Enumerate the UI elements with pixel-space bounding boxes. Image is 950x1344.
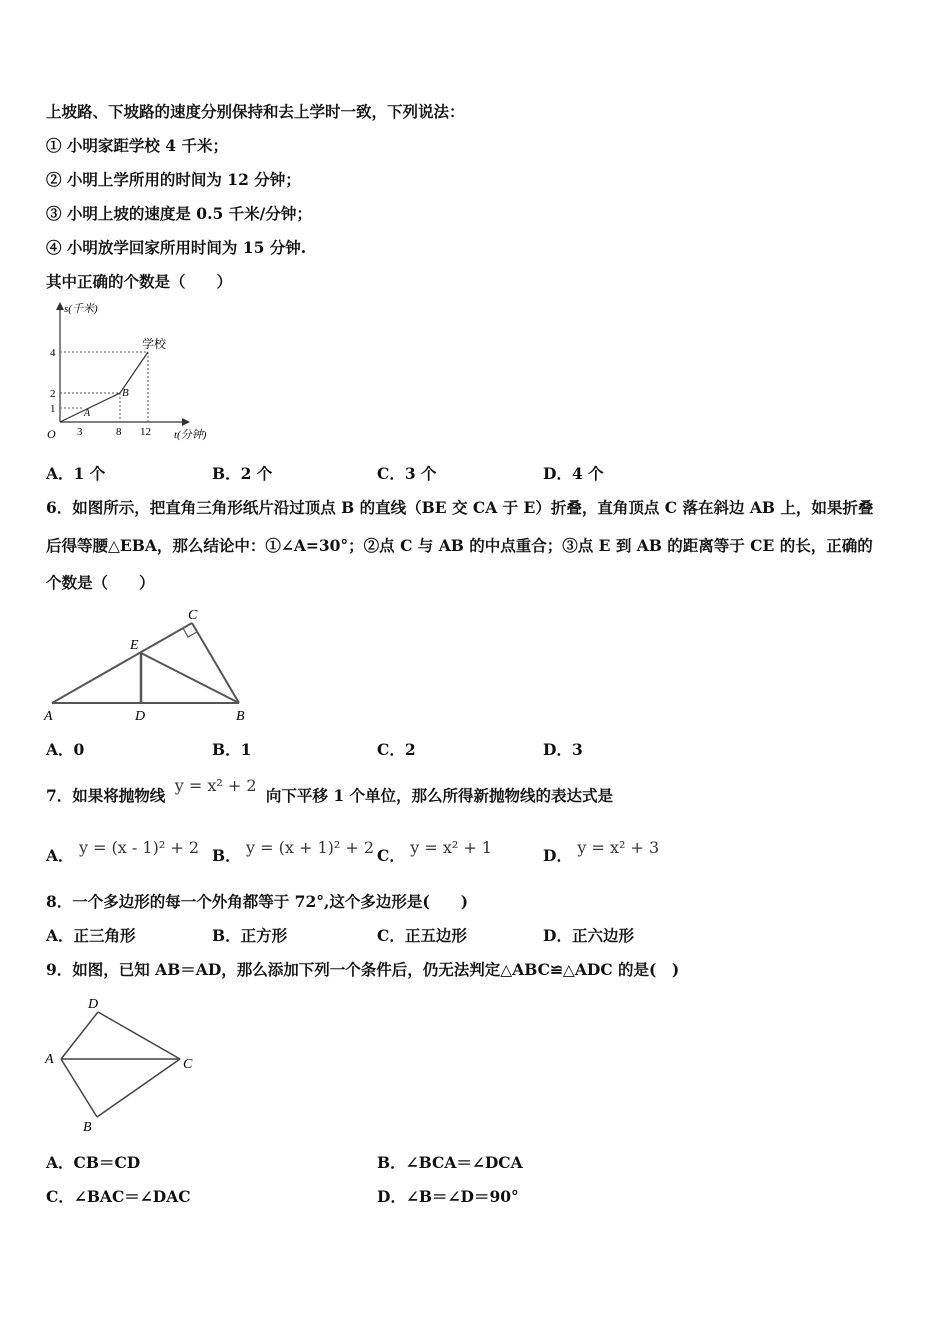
label-c: C [188, 608, 198, 623]
q8-option-d[interactable]: D．正六边形 [543, 926, 634, 945]
y-tick-2: 2 [50, 388, 56, 400]
q7-option-c-expr: y = x² + 1 [410, 838, 493, 857]
q6-option-a[interactable]: A．0 [46, 740, 85, 759]
q6-option-d[interactable]: D．3 [543, 740, 583, 759]
q7-option-d-label: D． [543, 846, 572, 865]
q7-option-d-expr: y = x² + 3 [577, 838, 660, 857]
origin-label: O [47, 427, 56, 441]
y-axis-arrow-icon [56, 302, 64, 310]
q6-option-c[interactable]: C．2 [377, 740, 416, 759]
segment-ab [61, 1059, 97, 1117]
q7-prefix: 7．如果将抛物线 [46, 786, 166, 805]
label-a: A [45, 1052, 54, 1067]
x-axis-label: t(分钟) [174, 429, 207, 441]
distance-line [60, 352, 148, 422]
q7-option-a-expr: y = (x - 1)² + 2 [78, 838, 199, 857]
q5-statement-2: ② 小明上学所用的时间为 12 分钟； [46, 170, 301, 189]
label-e: E [130, 638, 139, 653]
label-b: B [83, 1120, 92, 1135]
q6-line-2: 后得等腰△EBA，那么结论中：①∠A=30°；②点 C 与 AB 的中点重合；③点 E 到 AB 的距离等于 CE 的长，正确的 [46, 536, 873, 555]
point-a-label: A [84, 408, 91, 419]
q5-option-a[interactable]: A．1 个 [46, 464, 106, 483]
q7-option-b-expr: y = (x + 1)² + 2 [246, 838, 375, 857]
q7-option-b[interactable] [212, 838, 375, 865]
q7-option-a-label: A． [46, 846, 74, 865]
q7-option-a[interactable] [46, 838, 199, 865]
label-d: D [88, 997, 99, 1012]
q5-option-b[interactable]: B．2 个 [212, 464, 273, 483]
q8-question: 8．一个多边形的每一个外角都等于 72°,这个多边形是( ) [46, 892, 469, 911]
q7-option-c[interactable] [377, 838, 493, 865]
q7-option-b-label: B． [212, 846, 241, 865]
x-tick-3: 3 [77, 426, 83, 438]
q5-statement-4: ④ 小明放学回家所用时间为 15 分钟. [46, 238, 307, 257]
segment-ac [52, 623, 192, 703]
q9-option-a[interactable]: A．CB＝CD [46, 1153, 141, 1172]
label-a: A [44, 709, 53, 724]
q7-suffix: 向下平移 1 个单位，那么所得新抛物线的表达式是 [265, 786, 614, 805]
x-tick-12: 12 [140, 426, 151, 438]
q7-option-c-label: C． [377, 846, 405, 865]
q5-statement-3: ③ 小明上坡的速度是 0.5 千米/分钟； [46, 204, 312, 223]
label-c: C [183, 1057, 193, 1072]
y-axis-label: s(千米) [64, 303, 98, 315]
q6-triangle-figure [42, 603, 257, 728]
q9-option-c[interactable]: C．∠BAC＝∠DAC [46, 1187, 191, 1206]
q8-option-b[interactable]: B．正方形 [212, 926, 288, 945]
q5-question: 其中正确的个数是（ ） [46, 272, 233, 291]
q9-question: 9．如图，已知 AB＝AD，那么添加下列一个条件后，仍无法判定△ABC≌△ADC 的是( ) [46, 960, 680, 979]
q7-expression: y = x² + 2 [174, 776, 257, 795]
q8-option-c[interactable]: C．正五边形 [377, 926, 467, 945]
label-b: B [236, 709, 245, 724]
point-b-label: B [122, 387, 129, 399]
y-tick-1: 1 [50, 403, 56, 415]
q9-option-d[interactable]: D．∠B＝∠D＝90° [377, 1187, 519, 1206]
label-d: D [135, 709, 146, 724]
y-tick-4: 4 [50, 347, 56, 359]
segment-dc [98, 1012, 180, 1059]
q5-intro: 上坡路、下坡路的速度分别保持和去上学时一致，下列说法： [46, 102, 465, 121]
q9-option-b[interactable]: B．∠BCA＝∠DCA [377, 1153, 523, 1172]
segment-bc [97, 1059, 180, 1117]
q7-option-d[interactable] [543, 838, 660, 865]
q8-option-a[interactable]: A．正三角形 [46, 926, 136, 945]
q6-option-b[interactable]: B．1 [212, 740, 252, 759]
q7-question [46, 776, 614, 806]
q6-line-1: 6．如图所示，把直角三角形纸片沿过顶点 B 的直线（BE 交 CA 于 E）折叠，直角顶点 C 落在斜边 AB 上，如果折叠 [46, 498, 874, 517]
x-tick-8: 8 [116, 426, 122, 438]
q9-kite-figure [40, 990, 210, 1135]
q5-option-c[interactable]: C．3 个 [377, 464, 437, 483]
x-axis-arrow-icon [182, 418, 190, 426]
q6-line-3: 个数是（ ） [46, 573, 155, 592]
q5-option-d[interactable]: D．4 个 [543, 464, 604, 483]
q5-statement-1: ① 小明家距学校 4 千米； [46, 136, 228, 155]
q5-distance-time-graph [42, 298, 217, 448]
segment-ad [61, 1012, 98, 1059]
school-label: 学校 [142, 337, 167, 351]
